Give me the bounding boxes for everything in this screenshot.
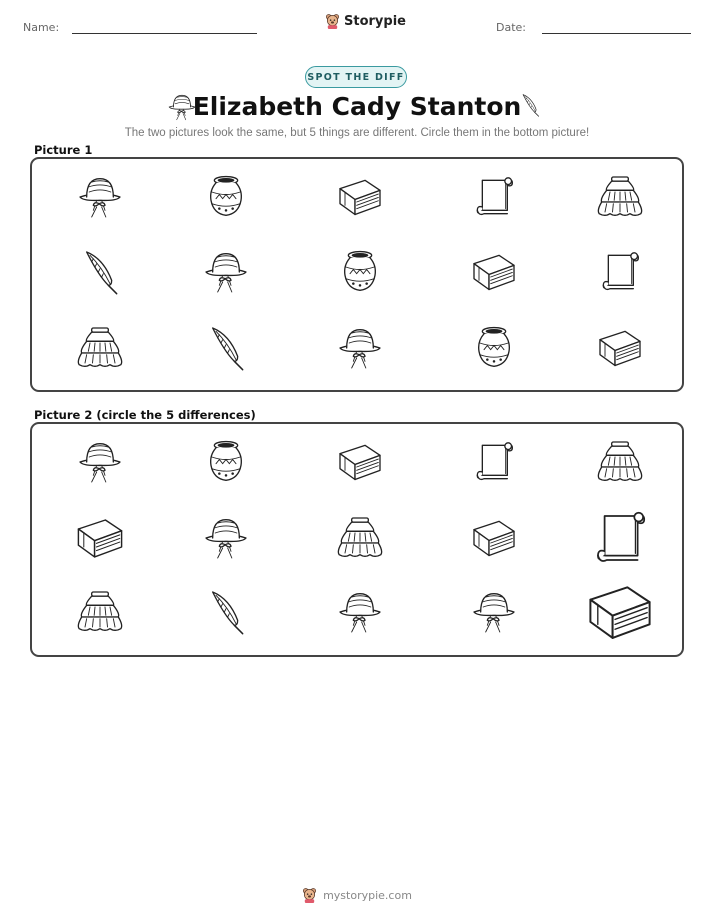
- picture-1-pot-icon: [469, 323, 519, 373]
- picture-2-bonnet-icon[interactable]: [75, 437, 125, 487]
- picture-1-skirt-icon: [595, 172, 645, 222]
- picture-1-bonnet-icon: [201, 247, 251, 297]
- picture-1-book-icon: [595, 323, 645, 373]
- picture-1-quill-icon: [201, 323, 251, 373]
- picture-2-book-icon[interactable]: [583, 575, 657, 649]
- instructions: The two pictures look the same, but 5 things are different. Circle them in the bottom picture!: [124, 127, 590, 139]
- picture-2-scroll-icon[interactable]: [587, 505, 653, 571]
- picture-1-label: Picture 1: [34, 143, 93, 157]
- picture-2-skirt-icon[interactable]: [595, 437, 645, 487]
- picture-2-bonnet-icon[interactable]: [469, 587, 519, 637]
- footer-bear-icon: [302, 887, 317, 904]
- picture-2-book-icon[interactable]: [73, 511, 127, 565]
- picture-2-skirt-icon[interactable]: [335, 513, 385, 563]
- picture-1-book-icon: [469, 247, 519, 297]
- picture-1-pot-icon: [335, 247, 385, 297]
- date-label: Date:: [496, 21, 526, 34]
- picture-2-label: Picture 2 (circle the 5 differences): [34, 408, 256, 422]
- picture-1-scroll-icon: [595, 247, 645, 297]
- picture-1-skirt-icon: [75, 323, 125, 373]
- picture-1-pot-icon: [201, 172, 251, 222]
- picture-2-book-icon[interactable]: [335, 437, 385, 487]
- picture-2-pot-icon[interactable]: [201, 437, 251, 487]
- picture-2-book-icon[interactable]: [469, 513, 519, 563]
- footer: [0, 887, 714, 904]
- picture-2-scroll-icon[interactable]: [469, 437, 519, 487]
- date-line[interactable]: [542, 33, 691, 34]
- picture-1-bonnet-icon: [75, 172, 125, 222]
- picture-2-skirt-icon[interactable]: [75, 587, 125, 637]
- title-quill-icon: [517, 92, 543, 122]
- picture-1-quill-icon: [75, 247, 125, 297]
- brand-logo: [325, 13, 406, 30]
- spot-the-diff-badge: SPOT THE DIFF: [305, 66, 407, 88]
- picture-1-bonnet-icon: [335, 323, 385, 373]
- bear-icon: [325, 13, 340, 30]
- footer-url[interactable]: mystorypie.com: [323, 889, 412, 902]
- picture-2-bonnet-icon[interactable]: [201, 513, 251, 563]
- name-line[interactable]: [72, 33, 257, 34]
- name-label: Name:: [23, 21, 60, 34]
- picture-1-book-icon: [335, 172, 385, 222]
- picture-2-bonnet-icon[interactable]: [335, 587, 385, 637]
- picture-2-quill-icon[interactable]: [201, 587, 251, 637]
- brand-name: Storypie: [344, 14, 406, 29]
- page-title: Elizabeth Cady Stanton: [192, 92, 522, 121]
- picture-1-scroll-icon: [469, 172, 519, 222]
